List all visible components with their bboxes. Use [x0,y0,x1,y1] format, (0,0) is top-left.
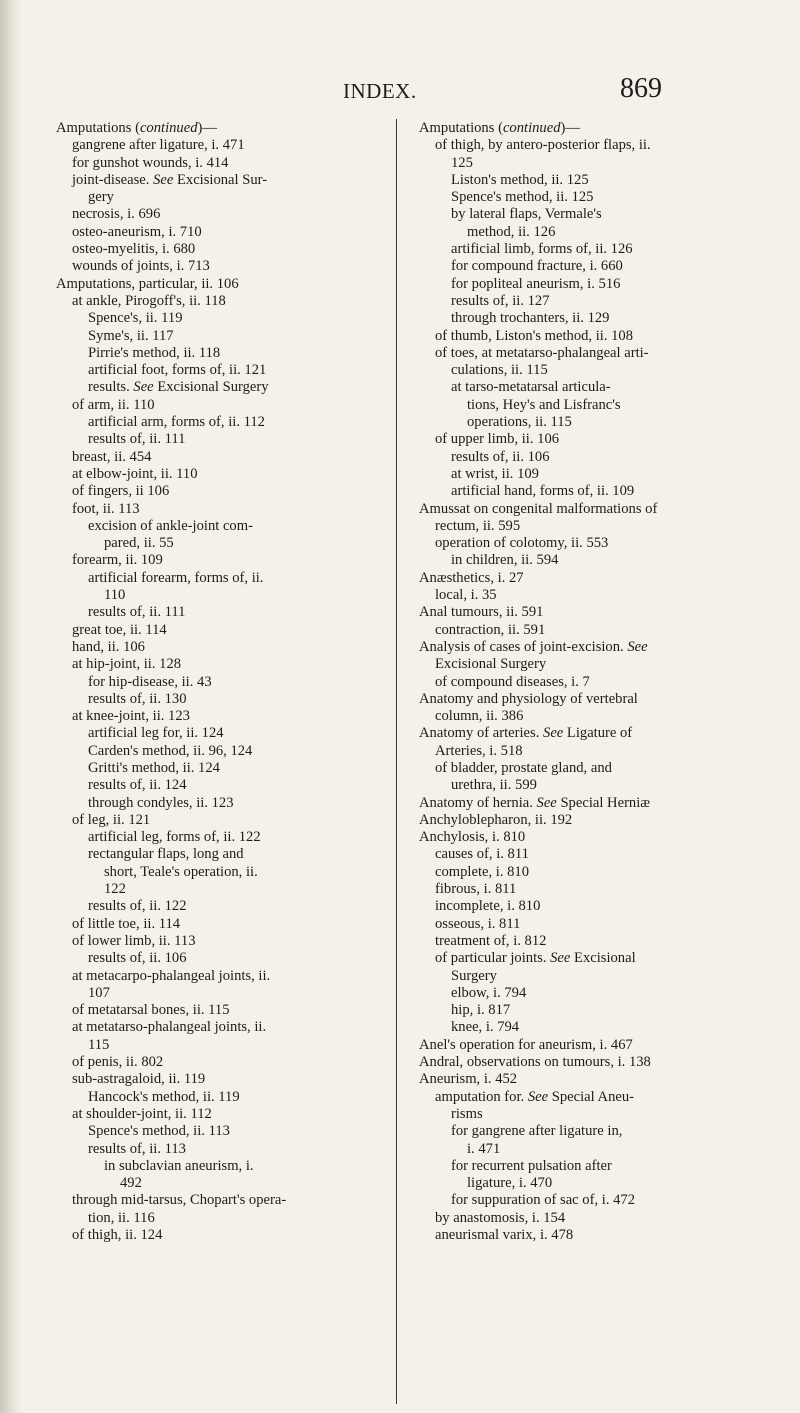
index-entry: Spence's, ii. 119 [88,310,183,327]
index-entry: 492 [120,1175,142,1192]
index-entry: causes of, i. 811 [435,846,529,863]
index-entry: for popliteal aneurism, i. 516 [451,275,621,292]
index-entry: Amputations (continued)— [56,120,217,136]
index-entry: Spence's method, ii. 125 [451,189,594,206]
index-column-left [0,120,372,1244]
index-entry: Analysis of cases of joint-excision. See [419,638,648,655]
left-entry-list [56,120,351,1244]
index-entry: at wrist, ii. 109 [451,465,539,482]
index-entry: joint-disease. See Excisional Sur- [72,171,268,188]
index-entry: through condyles, ii. 123 [88,794,234,811]
index-entry: culations, ii. 115 [451,362,548,379]
index-entry: of arm, ii. 110 [72,396,155,413]
index-entry: 115 [88,1036,110,1053]
index-entry: Arteries, i. 518 [435,742,523,759]
index-entry: Syme's, ii. 117 [88,327,174,344]
index-entry: forearm, ii. 109 [72,552,163,569]
index-entry: incomplete, i. 810 [435,898,541,915]
index-entry: artificial hand, forms of, ii. 109 [451,483,635,500]
index-entry: ligature, i. 470 [467,1175,553,1192]
running-head: INDEX. [343,79,417,103]
index-entry: amputation for. See Special Aneu- [435,1088,635,1105]
index-entry: of upper limb, ii. 106 [435,431,560,448]
index-entry: Carden's method, ii. 96, 124 [88,742,253,759]
index-entry: necrosis, i. 696 [72,206,161,223]
index-entry: Hancock's method, ii. 119 [88,1088,240,1105]
index-entry: wounds of joints, i. 713 [72,258,210,275]
index-entry: at metatarso-phalangeal joints, ii. [72,1019,267,1036]
index-entry: for compound fracture, i. 660 [451,258,623,275]
index-entry: excision of ankle-joint com- [88,517,253,534]
index-entry: pared, ii. 55 [104,535,174,552]
index-entry: results of, ii. 122 [88,898,187,915]
index-entry: results of, ii. 106 [451,448,550,465]
index-entry: artificial leg, forms of, ii. 122 [88,829,261,846]
index-entry: in children, ii. 594 [451,552,559,569]
index-entry: hip, i. 817 [451,1002,511,1019]
index-entry: foot, ii. 113 [72,500,140,517]
index-entry: Amputations, particular, ii. 106 [56,275,239,292]
right-entry-list [419,120,739,1244]
index-entry: for recurrent pulsation after [451,1157,612,1174]
index-entry: osseous, i. 811 [435,915,521,932]
index-entry: column, ii. 386 [435,708,524,725]
index-entry: artificial limb, forms of, ii. 126 [451,241,633,258]
index-entry: tions, Hey's and Lisfranc's [467,396,621,413]
index-entry: of lower limb, ii. 113 [72,932,196,949]
index-entry: results of, ii. 111 [88,431,186,448]
index-entry: results of, ii. 130 [88,690,187,707]
index-entry: i. 471 [467,1140,501,1157]
index-entry: 107 [88,984,110,1001]
index-entry: great toe, ii. 114 [72,621,167,638]
index-entry: method, ii. 126 [467,223,556,240]
index-entry: of thigh, by antero-posterior flaps, ii. [435,137,651,154]
index-entry: Liston's method, ii. 125 [451,171,589,188]
index-entry: at elbow-joint, ii. 110 [72,465,198,482]
index-entry: of penis, ii. 802 [72,1054,164,1071]
index-entry: Pirrie's method, ii. 118 [88,344,221,361]
index-entry: risms [451,1105,483,1122]
index-entry: 125 [451,154,473,171]
index-entry: of bladder, prostate gland, and [435,759,612,776]
index-entry: sub-astragaloid, ii. 119 [72,1071,206,1088]
index-entry: rectum, ii. 595 [435,517,521,534]
index-entry: urethra, ii. 599 [451,777,537,794]
index-entry: Anel's operation for aneurism, i. 467 [419,1036,633,1053]
index-entry: Anchylosis, i. 810 [419,829,526,846]
index-entry: Andral, observations on tumours, i. 138 [419,1054,651,1071]
index-entry: osteo-aneurism, i. 710 [72,223,202,240]
index-entry: for gunshot wounds, i. 414 [72,154,229,171]
index-entry: in subclavian aneurism, i. [104,1157,254,1174]
index-entry: for suppuration of sac of, i. 472 [451,1192,636,1209]
index-entry: elbow, i. 794 [451,984,527,1001]
index-entry: Amussat on congenital malformations of [419,500,658,517]
page-number: 869 [620,73,662,104]
index-entry: of compound diseases, i. 7 [435,673,590,690]
index-entry: Anatomy and physiology of vertebral [419,690,638,707]
index-entry: results. See Excisional Surgery [88,379,269,396]
index-entry: at shoulder-joint, ii. 112 [72,1105,212,1122]
index-entry: at ankle, Pirogoff's, ii. 118 [72,292,226,309]
index-entry: artificial arm, forms of, ii. 112 [88,414,265,431]
index-entry: osteo-myelitis, i. 680 [72,241,196,258]
index-entry: by lateral flaps, Vermale's [451,206,602,223]
index-entry: short, Teale's operation, ii. [104,863,258,880]
index-entry: treatment of, i. 812 [435,932,547,949]
index-entry: of toes, at metatarso-phalangeal arti- [435,344,649,361]
index-entry: Amputations (continued)— [419,120,580,136]
index-entry: of leg, ii. 121 [72,811,151,828]
index-entry: through mid-tarsus, Chopart's opera- [72,1192,287,1209]
index-entry: Gritti's method, ii. 124 [88,759,220,776]
index-entry: contraction, ii. 591 [435,621,546,638]
index-entry: complete, i. 810 [435,863,530,880]
index-entry: artificial forearm, forms of, ii. [88,569,264,586]
index-entry: Anæsthetics, i. 27 [419,569,524,586]
index-entry: results of, ii. 111 [88,604,186,621]
index-entry: at metacarpo-phalangeal joints, ii. [72,967,271,984]
index-entry: artificial leg for, ii. 124 [88,725,224,742]
index-entry: of thigh, ii. 124 [72,1227,163,1243]
page-header [0,73,800,113]
index-entry: for hip-disease, ii. 43 [88,673,212,690]
index-entry: at hip-joint, ii. 128 [72,656,182,673]
index-entry: Surgery [451,967,497,984]
index-entry: by anastomosis, i. 154 [435,1209,566,1226]
index-entry: results of, ii. 124 [88,777,187,794]
index-entry: breast, ii. 454 [72,448,152,465]
column-divider [396,119,397,1404]
index-entry: for gangrene after ligature in, [451,1123,623,1140]
index-entry: local, i. 35 [435,587,497,604]
index-entry: operation of colotomy, ii. 553 [435,535,609,552]
index-column-right [411,120,800,1244]
index-entry: of metatarsal bones, ii. 115 [72,1002,230,1019]
index-entry: fibrous, i. 811 [435,881,517,898]
index-entry: results of, ii. 127 [451,292,550,309]
index-entry: Anchyloblepharon, ii. 192 [419,811,573,828]
index-entry: rectangular flaps, long and [88,846,244,863]
index-entry: gery [88,189,114,206]
index-entry: at knee-joint, ii. 123 [72,708,190,725]
index-entry: Anatomy of arteries. See Ligature of [419,725,633,742]
index-entry: results of, ii. 106 [88,950,187,967]
index-entry: of particular joints. See Excisional [435,950,636,967]
index-entry: Aneurism, i. 452 [419,1071,518,1088]
index-entry: Spence's method, ii. 113 [88,1123,230,1140]
index-entry: through trochanters, ii. 129 [451,310,610,327]
index-entry: Anatomy of hernia. See Special Herniæ [419,794,651,811]
index-entry: of thumb, Liston's method, ii. 108 [435,327,634,344]
index-entry: 110 [104,587,126,604]
index-entry: operations, ii. 115 [467,414,572,431]
index-entry: artificial foot, forms of, ii. 121 [88,362,267,379]
index-entry: tion, ii. 116 [88,1209,155,1226]
index-entry: Anal tumours, ii. 591 [419,604,544,621]
index-entry: knee, i. 794 [451,1019,520,1036]
index-entry: of fingers, ii 106 [72,483,170,500]
index-entry: gangrene after ligature, i. 471 [72,137,245,154]
index-entry: at tarso-metatarsal articula- [451,379,611,396]
index-entry: 122 [104,881,126,898]
index-entry: Excisional Surgery [435,656,547,673]
index-entry: hand, ii. 106 [72,638,145,655]
index-entry: aneurismal varix, i. 478 [435,1227,574,1243]
index-entry: of little toe, ii. 114 [72,915,181,932]
index-entry: results of, ii. 113 [88,1140,186,1157]
